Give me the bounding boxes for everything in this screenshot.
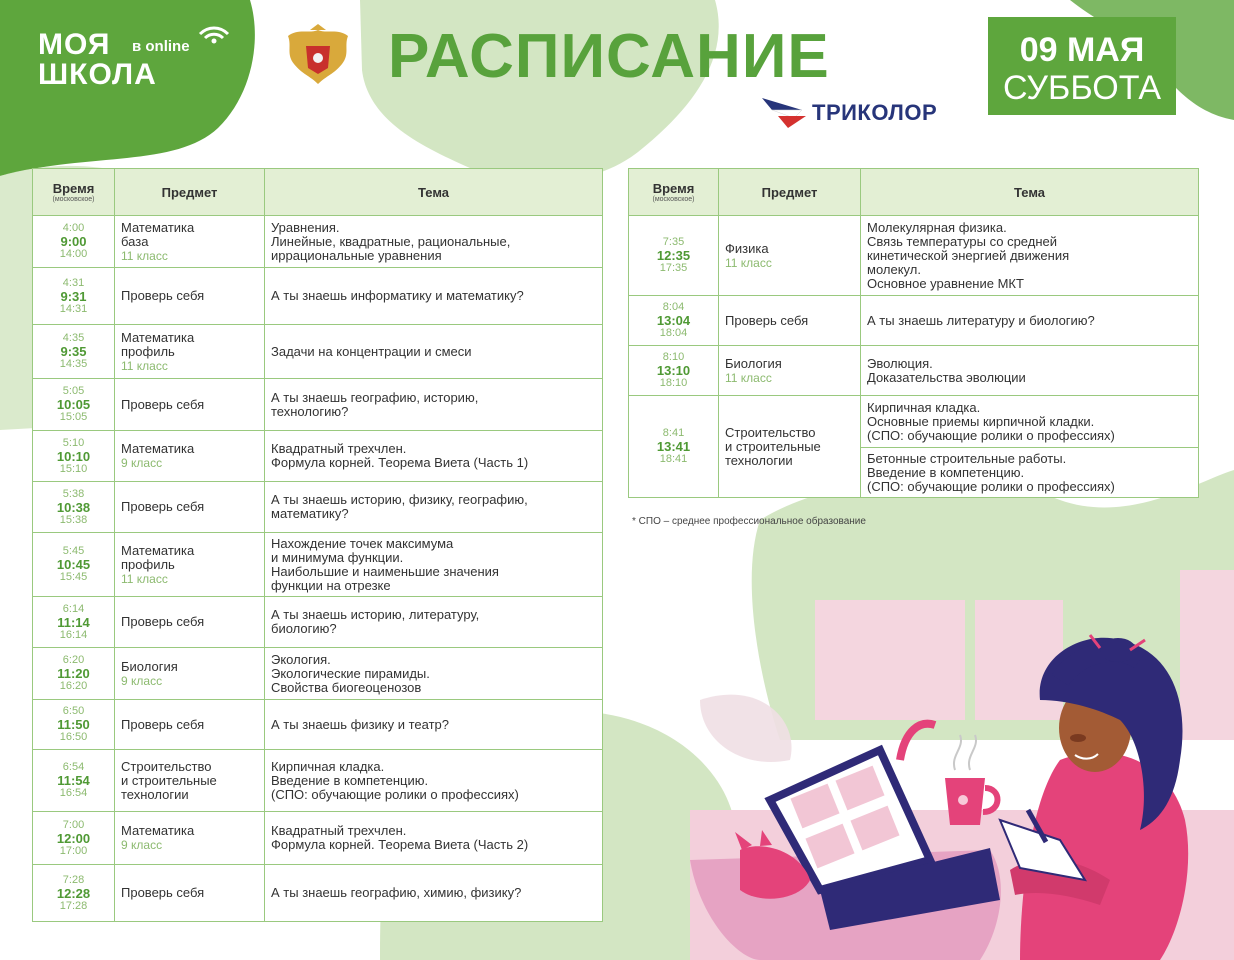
header-subject: Предмет [115,169,265,216]
time-cell: 8:04 13:04 18:04 [629,296,719,346]
time-cell: 4:00 9:00 14:00 [33,216,115,268]
wifi-icon [198,24,230,44]
header-time: Время (московское) [33,169,115,216]
logo-line1: МОЯ [38,28,111,61]
logo-line2: ШКОЛА [38,58,157,91]
table-row [33,597,603,648]
table-row [629,296,1199,346]
sponsor-name: ТРИКОЛОР [812,100,938,125]
topic-cell: А ты знаешь информатику и математику? [265,268,603,325]
subject-cell: Математика 9 класс [115,812,265,865]
subject-cell: Проверь себя [719,296,861,346]
topic-cell: Эволюция. Доказательства эволюции [861,346,1199,396]
subject-cell: Математика профиль 11 класс [115,325,265,379]
time-cell: 5:45 10:45 15:45 [33,533,115,597]
time-cell: 4:35 9:35 14:35 [33,325,115,379]
weekday-label: СУББОТА [1002,69,1162,107]
date-label: 09 МАЯ [1019,31,1145,69]
subject-cell: Проверь себя [115,865,265,922]
table-row [629,216,1199,296]
time-cell: 6:14 11:14 16:14 [33,597,115,648]
topic-cell: Бетонные строительные работы. Введение в компетенцию. (СПО: обучающие ролики о профессиях) [861,448,1199,498]
table-row [33,268,603,325]
topic-cell: А ты знаешь географию, историю, технологию? [265,379,603,431]
topic-cell: Квадратный трехчлен. Формула корней. Теорема Виета (Часть 1) [265,431,603,482]
time-cell: 8:41 13:41 18:41 [629,396,719,498]
time-cell: 5:05 10:05 15:05 [33,379,115,431]
schedule-table-left [32,168,603,922]
header-subject: Предмет [719,169,861,216]
subject-cell: Биология 9 класс [115,648,265,700]
footnote: * СПО – среднее профессиональное образование [632,516,866,527]
tricolor-logo [758,94,958,134]
topic-cell: Экология. Экологические пирамиды. Свойства биогеоценозов [265,648,603,700]
page-title: РАСПИСАНИЕ [388,22,830,91]
russia-coat-of-arms-icon [280,24,356,88]
subject-cell: Строительство и строительные технологии [115,750,265,812]
tricolor-mark-icon [758,94,814,130]
subject-cell: Проверь себя [115,700,265,750]
table-row [33,700,603,750]
topic-cell: А ты знаешь литературу и биологию? [861,296,1199,346]
table-row [33,750,603,812]
time-cell: 8:10 13:10 18:10 [629,346,719,396]
subject-cell: Проверь себя [115,597,265,648]
topic-cell: А ты знаешь физику и театр? [265,700,603,750]
header-topic: Тема [861,169,1199,216]
subject-cell: Математика профиль 11 класс [115,533,265,597]
table-row [629,346,1199,396]
topic-cell: Молекулярная физика. Связь температуры со средней кинетической энергией движения молекул. Основное уравнение МКТ [861,216,1199,296]
time-cell: 6:54 11:54 16:54 [33,750,115,812]
subject-cell: Физика 11 класс [719,216,861,296]
table-row [33,533,603,597]
table-row [33,648,603,700]
time-cell: 5:38 10:38 15:38 [33,482,115,533]
header-time: Время (московское) [629,169,719,216]
moya-shkola-logo [38,30,228,92]
topic-cell: Уравнения. Линейные, квадратные, рациональные, иррациональные уравнения [265,216,603,268]
topic-cell: Квадратный трехчлен. Формула корней. Теорема Виета (Часть 2) [265,812,603,865]
table-row [33,482,603,533]
time-cell: 7:28 12:28 17:28 [33,865,115,922]
schedule-table-right [628,168,1199,498]
topic-cell: Нахождение точек максимума и минимума функции. Наибольшие и наименьшие значения функции на отрезке [265,533,603,597]
topic-cell: А ты знаешь географию, химию, физику? [265,865,603,922]
subject-cell: Проверь себя [115,268,265,325]
time-cell: 7:35 12:35 17:35 [629,216,719,296]
topic-cell: Кирпичная кладка. Основные приемы кирпичной кладки. (СПО: обучающие ролики о профессиях) [861,396,1199,448]
logo-online: в online [132,38,190,55]
time-cell: 5:10 10:10 15:10 [33,431,115,482]
subject-cell: Строительство и строительные технологии [719,396,861,498]
table-row [33,216,603,268]
subject-cell: Математика 9 класс [115,431,265,482]
header-topic: Тема [265,169,603,216]
time-cell: 4:31 9:31 14:31 [33,268,115,325]
time-cell: 6:50 11:50 16:50 [33,700,115,750]
table-row [33,325,603,379]
table-row [33,812,603,865]
topic-cell: А ты знаешь историю, литературу, биологию? [265,597,603,648]
topic-cell: А ты знаешь историю, физику, географию, математику? [265,482,603,533]
table-row [33,431,603,482]
subject-cell: Биология 11 класс [719,346,861,396]
subject-cell: Математика база 11 класс [115,216,265,268]
time-cell: 6:20 11:20 16:20 [33,648,115,700]
subject-cell: Проверь себя [115,482,265,533]
topic-cell: Задачи на концентрации и смеси [265,325,603,379]
table-row [629,396,1199,448]
date-badge [988,17,1176,115]
table-row [33,379,603,431]
time-cell: 7:00 12:00 17:00 [33,812,115,865]
table-row [33,865,603,922]
topic-cell: Кирпичная кладка. Введение в компетенцию. (СПО: обучающие ролики о профессиях) [265,750,603,812]
subject-cell: Проверь себя [115,379,265,431]
